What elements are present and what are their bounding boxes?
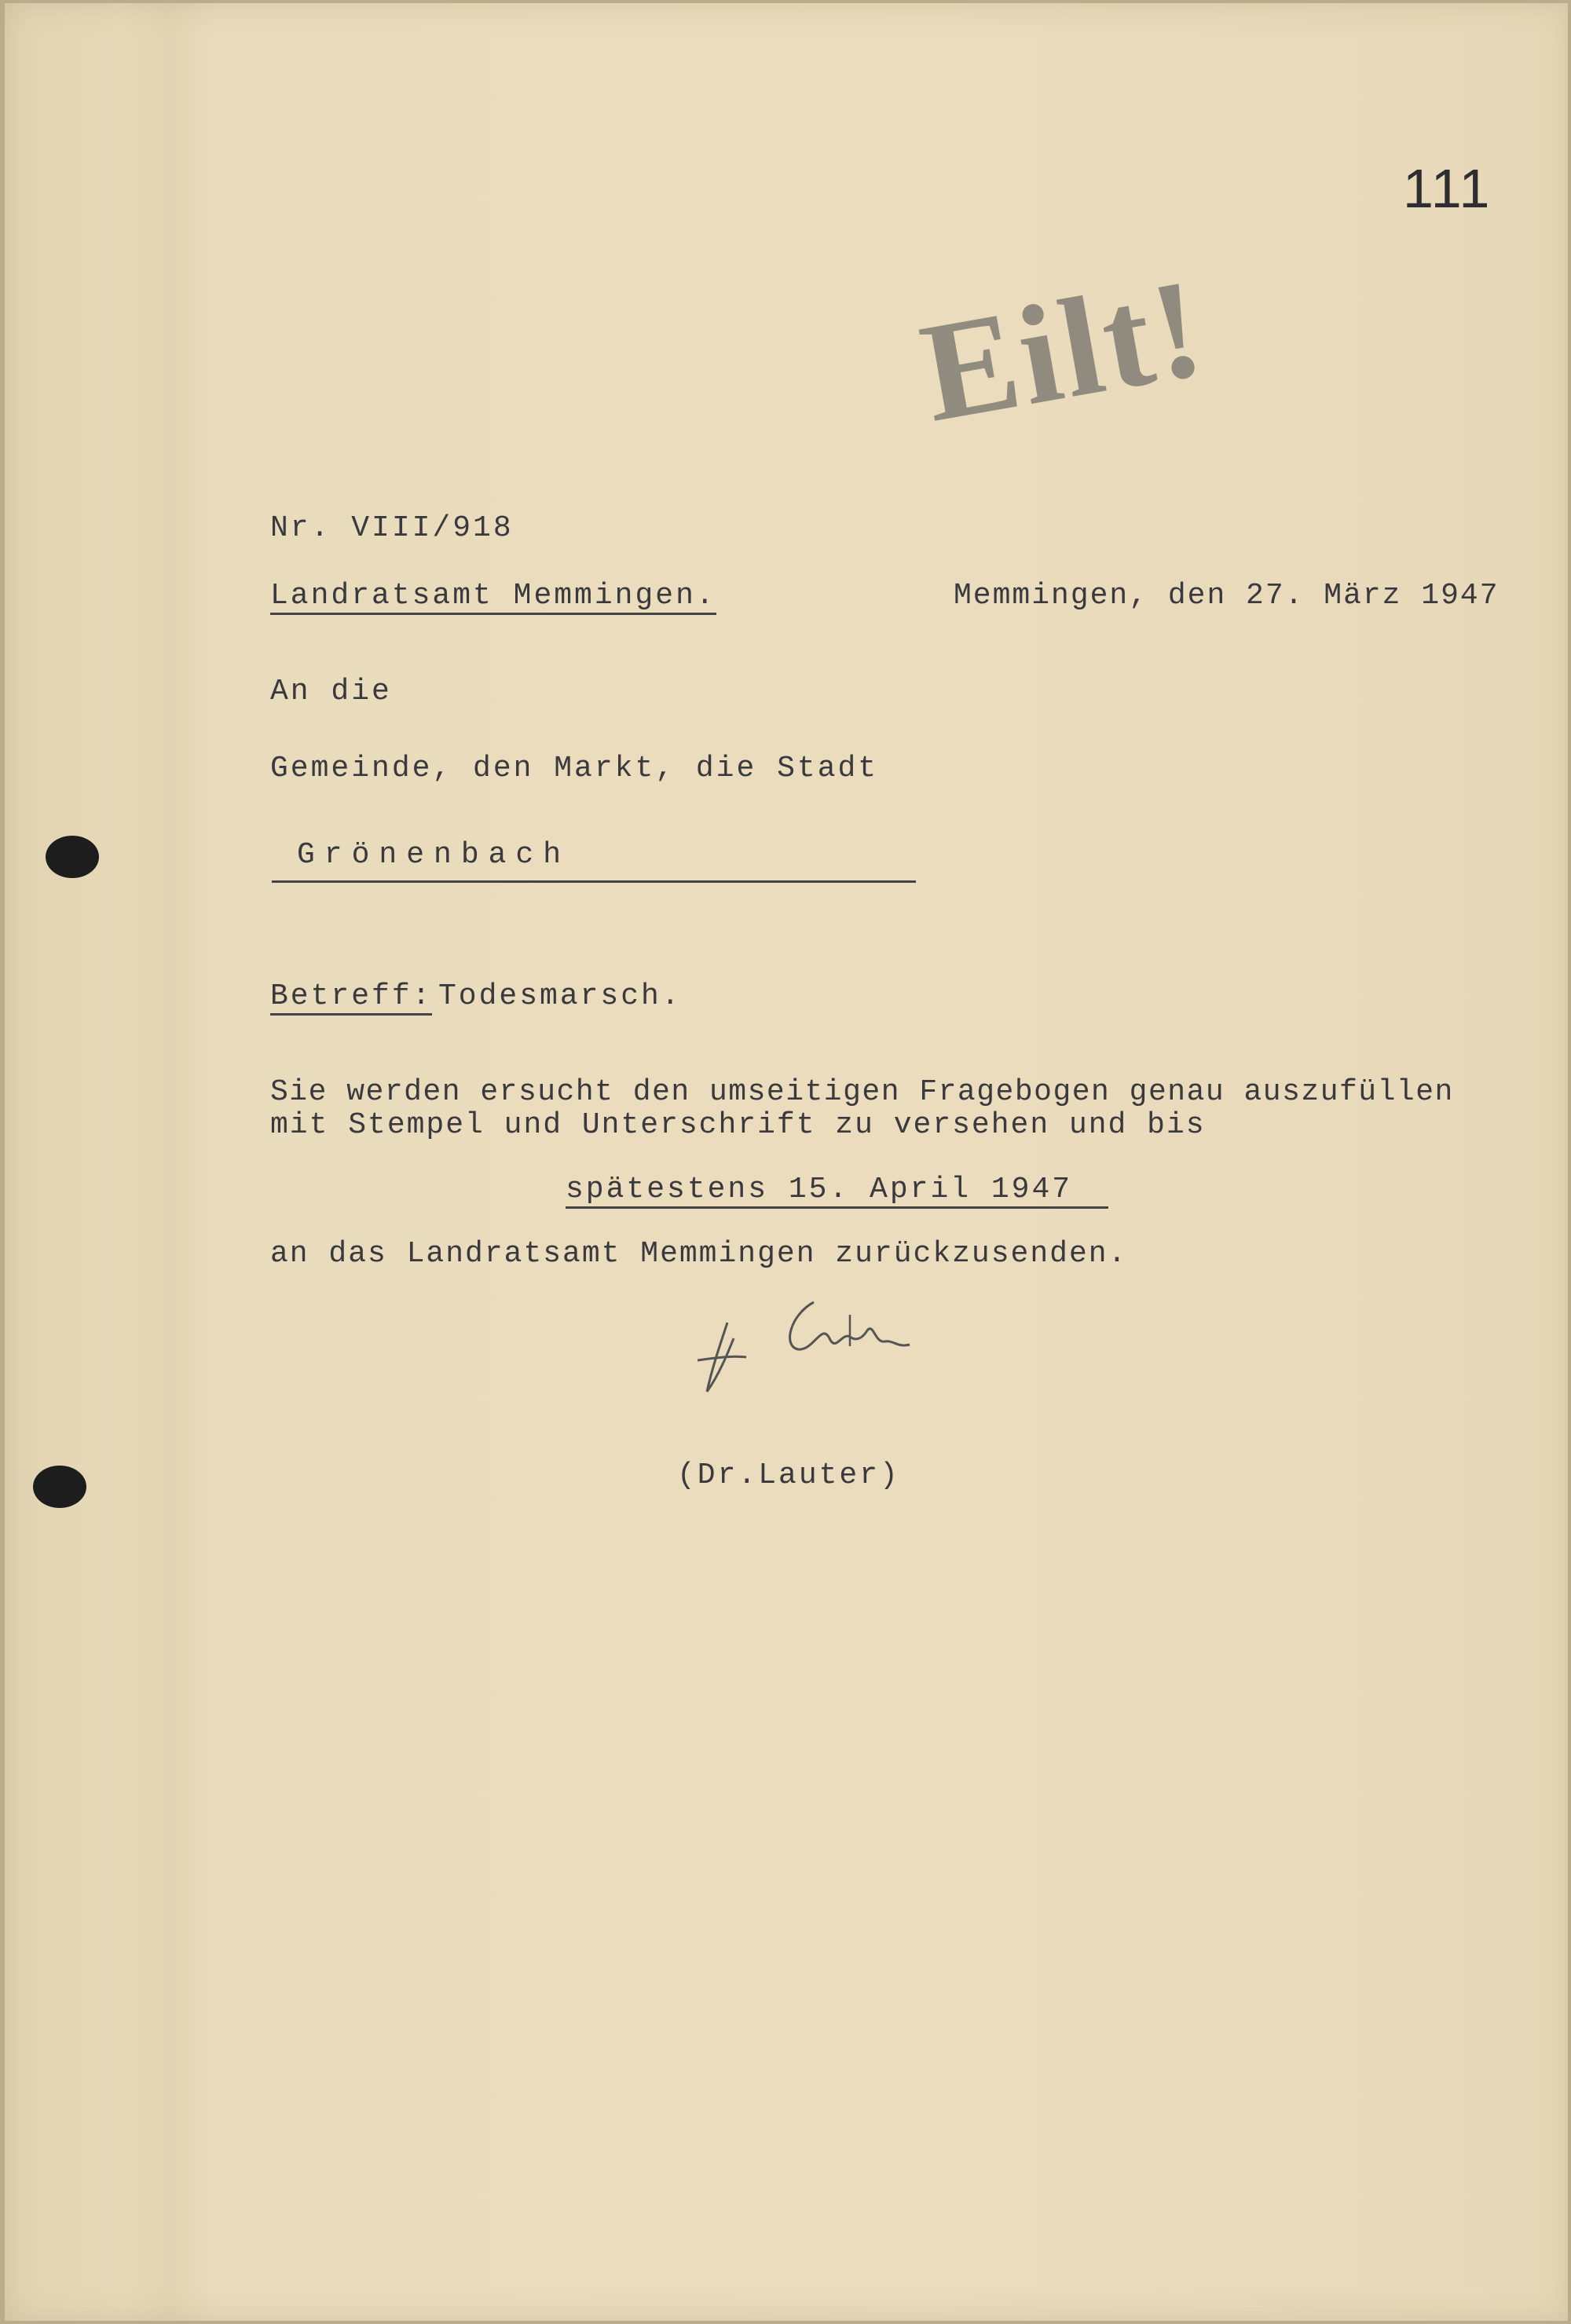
urgent-stamp: Eilt! <box>910 248 1217 452</box>
body-line-3: an das Landratsamt Memmingen zurückzusenden. <box>270 1237 1128 1271</box>
punch-hole-bottom <box>33 1466 86 1508</box>
signatory-name: (Dr.Lauter) <box>677 1458 900 1492</box>
issuing-office: Landratsamt Memmingen. <box>270 581 716 615</box>
body-line-2: mit Stempel und Unterschrift zu versehen und bis <box>270 1108 1206 1142</box>
page-number: 111 <box>1403 158 1492 219</box>
paper-fold-shadow <box>123 3 217 2321</box>
subject: Todesmarsch. <box>438 979 682 1013</box>
body-line-1: Sie werden ersucht den umseitigen Fragebogen genau auszufüllen <box>270 1075 1454 1109</box>
deadline: spätestens 15. April 1947 <box>566 1175 1108 1209</box>
recipient-line: Gemeinde, den Markt, die Stadt <box>270 752 879 785</box>
town-underline <box>272 874 916 883</box>
document-page <box>5 3 1568 2321</box>
recipient-town: Grönenbach <box>297 838 571 872</box>
salutation: An die <box>270 675 392 708</box>
subject-label: Betreff: <box>270 982 432 1016</box>
reference-number: Nr. VIII/918 <box>270 511 514 545</box>
punch-hole-top <box>46 836 99 878</box>
handwritten-signature <box>696 1291 932 1405</box>
place-and-date: Memmingen, den 27. März 1947 <box>954 579 1500 613</box>
